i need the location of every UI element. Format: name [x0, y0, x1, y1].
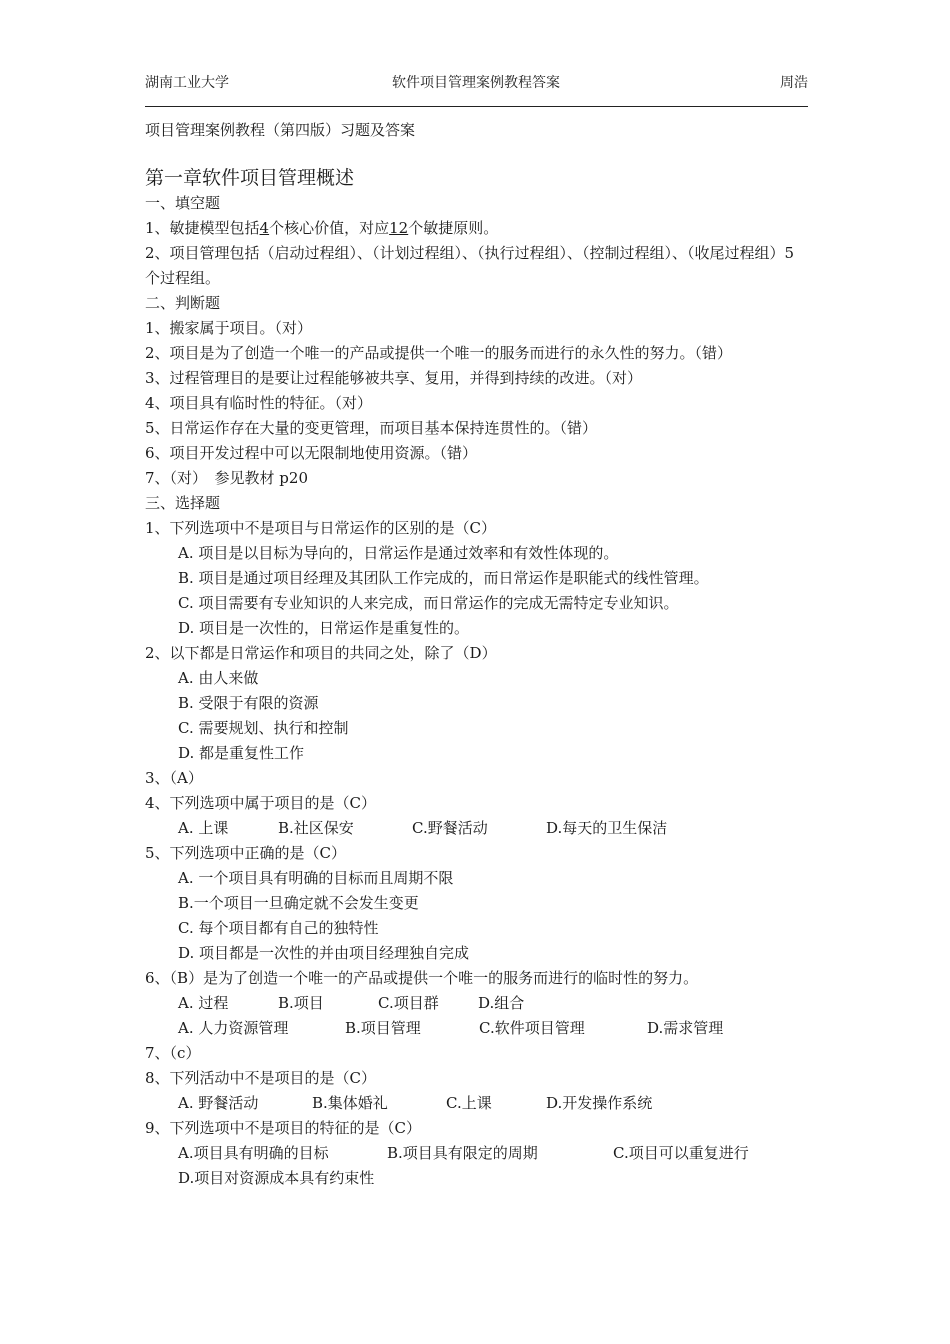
- choice-option: D. 项目是一次性的，日常运作是重复性的。: [178, 619, 470, 637]
- fill-question-1: [145, 216, 808, 241]
- choice-option: D.项目对资源成本具有约束性: [178, 1169, 375, 1187]
- choice-option: A. 野餐活动: [178, 1094, 259, 1112]
- answer-blank: 4: [259, 219, 270, 237]
- choice-options-row: [145, 1141, 808, 1166]
- header-document-title: 软件项目管理案例教程答案: [392, 75, 560, 91]
- text: 个敏捷原则。: [408, 219, 499, 237]
- tf-question: 2、项目是为了创造一个唯一的产品或提供一个唯一的服务而进行的永久性的努力。（错）: [145, 344, 733, 362]
- choice-option: A. 人力资源管理: [178, 1019, 289, 1037]
- choice-option: C. 需要规划、执行和控制: [178, 719, 349, 737]
- text: 个核心价值，对应: [269, 219, 390, 237]
- choice-question-5: 5、下列选项中正确的是（C）: [145, 844, 347, 862]
- choice-option: A. 上课: [178, 819, 229, 837]
- tf-question: 7、（对） 参见教材 p20: [145, 469, 309, 487]
- choice-option: A.项目具有明确的目标: [178, 1144, 329, 1162]
- tf-question: 1、搬家属于项目。（对）: [145, 319, 313, 337]
- choice-option: D.组合: [478, 994, 525, 1012]
- answer-blank: 12: [389, 219, 409, 237]
- choice-question-4: 4、下列选项中属于项目的是（C）: [145, 794, 377, 812]
- choice-options-row: [145, 1091, 808, 1116]
- section-heading-fill-blank: 一、填空题: [145, 194, 221, 212]
- choice-option: D. 都是重复性工作: [178, 744, 305, 762]
- chapter-heading: 第一章软件项目管理概述: [145, 167, 355, 189]
- choice-question-7: 7、（c）: [145, 1044, 201, 1062]
- fill-question-2: 2、项目管理包括（启动过程组）、（计划过程组）、（执行过程组）、（控制过程组）、（收尾过程组）5 个过程组。: [145, 244, 795, 287]
- choice-option: A. 项目是以目标为导向的，日常运作是通过效率和有效性体现的。: [178, 544, 619, 562]
- choice-option: B.社区保安: [278, 819, 354, 837]
- tf-question: 4、项目具有临时性的特征。（对）: [145, 394, 373, 412]
- choice-option: C.项目群: [378, 994, 439, 1012]
- choice-option: B.项目: [278, 994, 324, 1012]
- section-heading-multiple-choice: 三、选择题: [145, 494, 221, 512]
- tf-question: 5、日常运作存在大量的变更管理，而项目基本保持连贯性的。（错）: [145, 419, 598, 437]
- choice-question-2: 2、以下都是日常运作和项目的共同之处，除了（D）: [145, 644, 497, 662]
- choice-option: C. 项目需要有专业知识的人来完成，而日常运作的完成无需特定专业知识。: [178, 594, 679, 612]
- choice-option: B.项目管理: [345, 1019, 421, 1037]
- choice-option: A. 一个项目具有明确的目标而且周期不限: [178, 869, 454, 887]
- choice-options-row: [145, 1016, 808, 1041]
- choice-option: A. 由人来做: [178, 669, 259, 687]
- choice-question-9: 9、下列选项中不是项目的特征的是（C）: [145, 1119, 422, 1137]
- choice-options-row: [145, 991, 808, 1016]
- choice-option: B.集体婚礼: [312, 1094, 388, 1112]
- header-author: 周浩: [780, 75, 808, 91]
- choice-option: D.开发操作系统: [546, 1094, 653, 1112]
- choice-option: D. 项目都是一次性的并由项目经理独自完成: [178, 944, 470, 962]
- choice-options-row: [145, 816, 808, 841]
- page-header: [145, 70, 808, 107]
- section-heading-true-false: 二、判断题: [145, 294, 221, 312]
- text: 1、敏捷模型包括: [145, 219, 260, 237]
- choice-question-3: 3、（A）: [145, 769, 203, 787]
- choice-question-1: 1、下列选项中不是项目与日常运作的区别的是（C）: [145, 519, 497, 537]
- document-title: 项目管理案例教程（第四版）习题及答案: [145, 121, 416, 139]
- choice-question-8: 8、下列活动中不是项目的是（C）: [145, 1069, 377, 1087]
- choice-option: C.上课: [446, 1094, 492, 1112]
- choice-option: A. 过程: [178, 994, 229, 1012]
- choice-question-6: 6、（B）是为了创造一个唯一的产品或提供一个唯一的服务而进行的临时性的努力。: [145, 969, 699, 987]
- choice-option: C. 每个项目都有自己的独特性: [178, 919, 379, 937]
- choice-option: C.项目可以重复进行: [613, 1144, 749, 1162]
- choice-option: B.一个项目一旦确定就不会发生变更: [178, 894, 419, 912]
- document-body: [145, 115, 808, 1191]
- tf-question: 6、项目开发过程中可以无限制地使用资源。（错）: [145, 444, 478, 462]
- header-university: 湖南工业大学: [145, 75, 229, 91]
- choice-option: B.项目具有限定的周期: [387, 1144, 538, 1162]
- choice-option: D.需求管理: [647, 1019, 724, 1037]
- choice-option: C.野餐活动: [412, 819, 488, 837]
- choice-option: B. 项目是通过项目经理及其团队工作完成的，而日常运作是职能式的线性管理。: [178, 569, 709, 587]
- choice-option: C.软件项目管理: [479, 1019, 585, 1037]
- choice-option: B. 受限于有限的资源: [178, 694, 319, 712]
- choice-option: D.每天的卫生保洁: [546, 819, 668, 837]
- tf-question: 3、过程管理目的是要让过程能够被共享、复用，并得到持续的改进。（对）: [145, 369, 643, 387]
